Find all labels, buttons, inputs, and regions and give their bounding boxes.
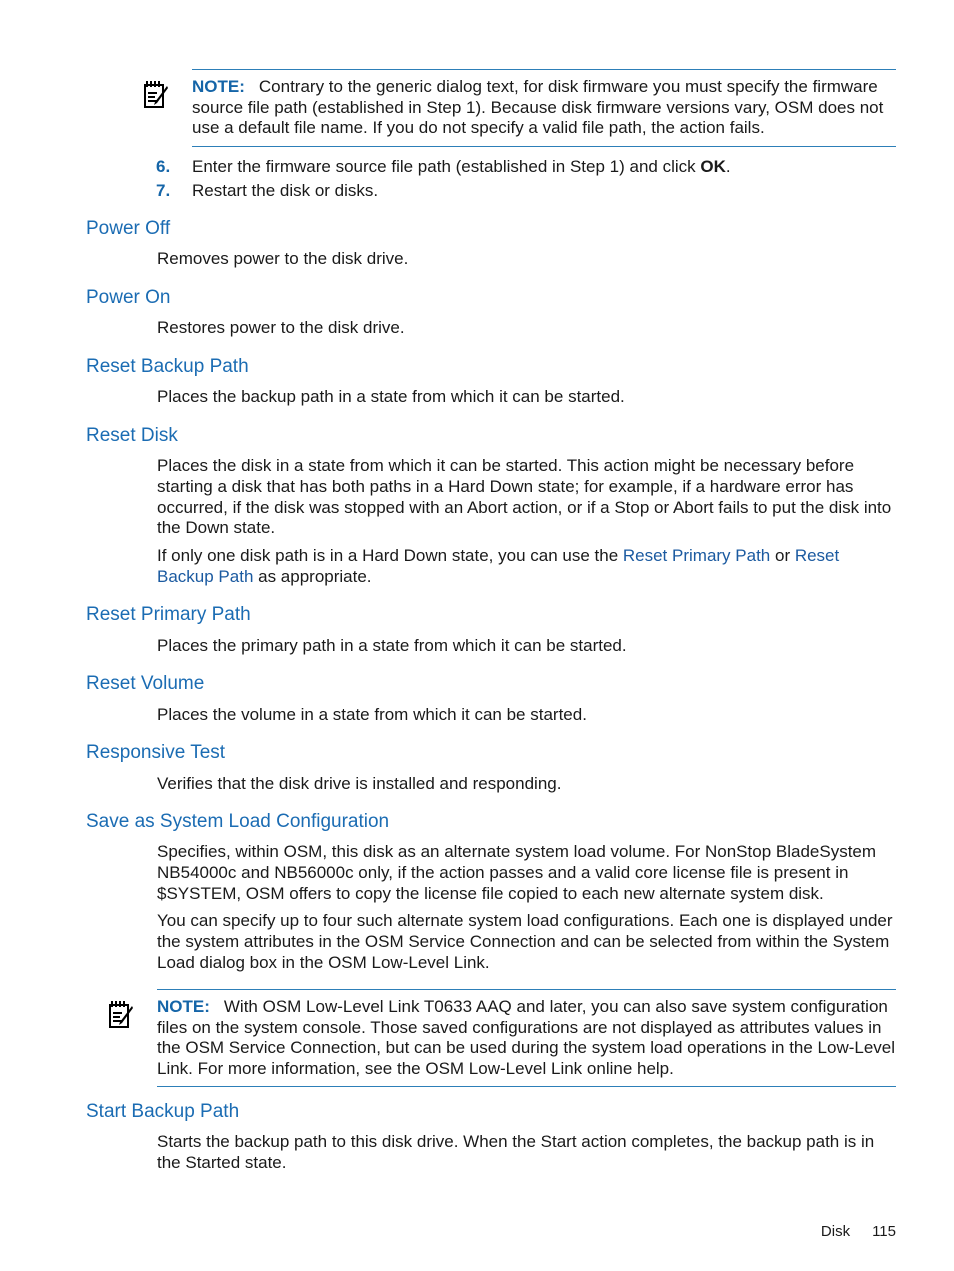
step-number: 7. <box>156 181 171 200</box>
reset-primary-path-link[interactable]: Reset Primary Path <box>622 546 771 565</box>
section-heading-start-backup-path: Start Backup Path <box>86 1101 240 1122</box>
section-body-2 <box>157 546 899 588</box>
section-body: Places the volume in a state from which it can be started. <box>157 705 587 724</box>
section-heading-reset-primary-path: Reset Primary Path <box>86 604 251 625</box>
section-heading-responsive-test: Responsive Test <box>86 742 226 763</box>
section-body: Verifies that the disk drive is installed and responding. <box>157 774 562 793</box>
note-text <box>192 77 896 139</box>
section-body: Places the primary path in a state from which it can be started. <box>157 636 627 655</box>
footer-section: Disk <box>820 1223 851 1240</box>
step-text: Restart the disk or disks. <box>192 181 379 200</box>
note-icon <box>108 1000 134 1030</box>
section-body: Starts the backup path to this disk drive. When the Start action completes, the backup path is in the Started state. <box>157 1132 875 1172</box>
section-heading-reset-backup-path: Reset Backup Path <box>86 356 249 377</box>
text-span: If only one disk path is in a Hard Down state, you can use the <box>157 546 623 565</box>
section-body: Restores power to the disk drive. <box>157 318 405 337</box>
step-item <box>156 180 896 202</box>
note-body: Contrary to the generic dialog text, for disk firmware you must specify the firmware source file path (established in Step 1). Because disk firmware versions vary, OSM does not use a default file name. If you do not specify a valid file path, the action fails. <box>192 77 884 138</box>
step-text-pre: Enter the firmware source file path (established in Step 1) and click <box>192 157 701 176</box>
reset-backup-path-link[interactable]: Reset Backup Path <box>157 546 840 586</box>
section-body-2: You can specify up to four such alternate system load configurations. Each one is displayed under the system attributes in the OSM Service Connection and can be selected from within the System Load dialog box in the OSM Low-Level Link. <box>157 911 893 972</box>
section-heading-reset-disk: Reset Disk <box>86 425 178 446</box>
section-body: Places the backup path in a state from which it can be started. <box>157 387 625 406</box>
step-item <box>156 156 896 178</box>
section-body: Removes power to the disk drive. <box>157 249 409 268</box>
step-number: 6. <box>156 157 171 176</box>
note-text <box>157 997 896 1080</box>
page-footer <box>821 1222 896 1242</box>
ok-button-label: OK <box>700 157 726 176</box>
section-body: Specifies, within OSM, this disk as an alternate system load volume. For NonStop BladeSystem NB54000c and NB56000c only, if the action passes and a valid core license file is present in $SYSTEM, OSM offers to copy the license file copied to each new alternate system disk. <box>157 842 877 903</box>
text-span: or <box>770 546 795 565</box>
note-body: With OSM Low-Level Link T0633 AAQ and later, you can also save system configuration files on the system console. Those saved configurations are not displayed as attributes values in the OSM Service Connection, but can be used during the system load operations in the Low-Level Link. For more information, see the OSM Low-Level Link online help. <box>157 997 896 1079</box>
page-number: 115 <box>872 1223 896 1240</box>
section-heading-reset-volume: Reset Volume <box>86 673 205 694</box>
note-label: NOTE: <box>192 77 245 96</box>
text-span: as appropriate. <box>253 566 372 586</box>
section-heading-power-off: Power Off <box>86 218 171 239</box>
section-heading-save-system-load-config: Save as System Load Configuration <box>86 811 390 832</box>
step-text <box>192 156 731 178</box>
section-heading-power-on: Power On <box>86 287 171 308</box>
note-label: NOTE: <box>157 997 210 1016</box>
step-text-post: . <box>725 157 731 176</box>
note-icon <box>143 80 169 110</box>
section-body: Places the disk in a state from which it can be started. This action might be necessary before starting a disk that has both paths in a Hard Down state; for example, if a hardware error has occurred, if the disk was stopped with an Abort action, or if a Stop or Abort fails to put the disk into the Down state. <box>157 456 892 538</box>
